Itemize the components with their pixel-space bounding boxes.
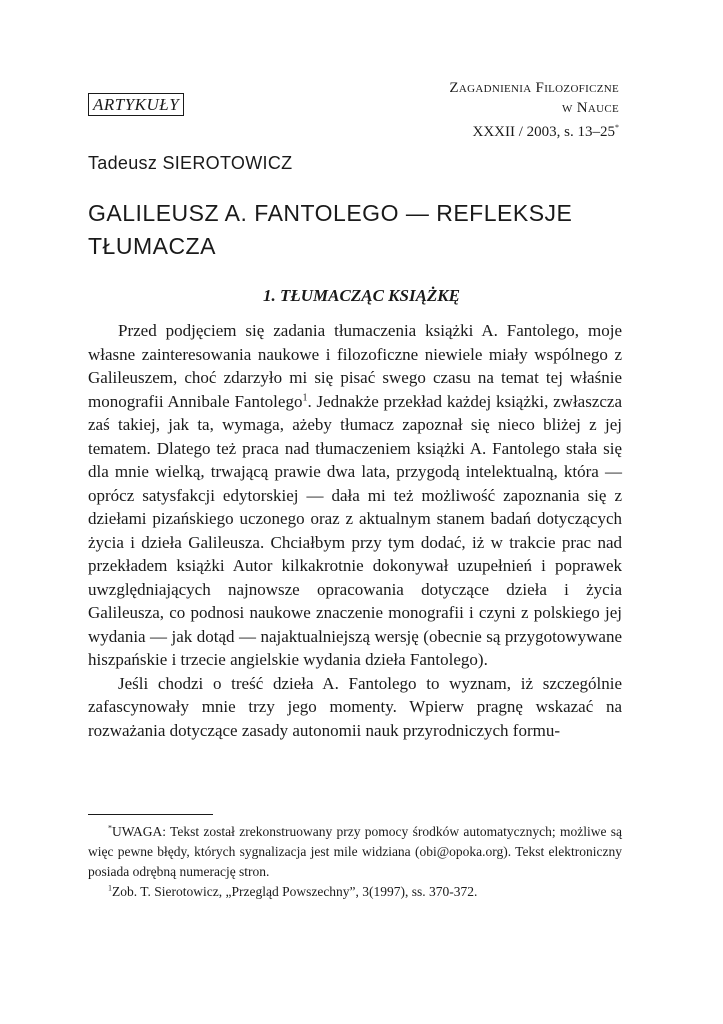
paragraph: Jeśli chodzi o treść dzieła A. Fantolego to wyznam, iż szczególnie zafascynowały mnie trzy jego momenty. Wpierw pragnę wskazać na rozważania dotyczące zasady autonomii nauk przyrodniczych formu- (88, 673, 622, 740)
journal-name-cont: w Nauce (561, 100, 619, 116)
footnote-star-text: UWAGA: Tekst został zrekonstruowany przy pomocy środków automatycznych; możliwe są więc pewne błędy, których sygnalizacja jest mile widziana (obi@opoka.org). Tekst elektroniczny posiada odrębną numerację stron. (88, 824, 622, 879)
article-title: GALILEUSZ A. FANTOLEGO — REFLEKSJE TŁUMACZA (88, 200, 573, 259)
section-tag: ARTYKUŁY (88, 93, 184, 116)
journal-name: Zagadnienia Filozoficzne (449, 80, 619, 96)
paragraph-text-cont: . Jednakże przekład każdej książki, zwłaszcza zaś takiej, jak ta, wymaga, ażeby tłumacz zapoznał się nieco bliżej z jej tematem. Dlatego też praca nad tłumaczeniem książki A. Fantolego stała się dla mnie wielką, trwającą prawie dwa lata, przygodą intelektualną, która — oprócz satysfakcji edytorskiej — dała mi też możliwość zapoznania się z dziełami pizańskiego uczonego oraz z aktualnym stanem badań dotyczących życia i dzieła Galileusza. Chciałbym przy tym dodać, iż w trakcie prac nad przekładem książki Autor kilkakrotnie dokonywał uzupełnień i poprawek uwzględniających najnowsze opracowania dotyczące dzieła i życia Galileusza, co podnosi naukowe znaczenie monografii i czyni z polskiego jej wydania — jak dotąd — najaktualniejszą wersję (obecnie są przygotowywane hiszpańskie i trzecie angielskie wydania dzieła Fantolego). (88, 391, 623, 669)
footnotes (88, 822, 622, 902)
article-body (88, 319, 622, 742)
journal-info (449, 78, 619, 142)
paragraph (88, 319, 622, 672)
section-heading: 1. TŁUMACZĄC KSIĄŻKĘ (263, 286, 460, 305)
footnote-star (88, 822, 622, 882)
footnote-1-text: Zob. T. Sierotowicz, „Przegląd Powszechny”, 3(1997), ss. 370-372. (112, 884, 478, 899)
footnote-divider (88, 814, 213, 815)
journal-issue-text: XXXII / 2003, s. 13–25 (472, 124, 615, 140)
author-name: Tadeusz SIEROTOWICZ (88, 153, 293, 173)
footnote-1-mark: 1 (108, 883, 112, 893)
journal-issue (449, 118, 619, 142)
footnote-ref[interactable]: 1 (302, 391, 308, 403)
footnote-1 (88, 882, 622, 902)
journal-issue-mark: * (615, 123, 619, 132)
paragraph-text: Przed podjęciem się zadania tłumaczenia książki A. Fantolego, moje własne zainteresowania naukowe i filozoficzne niewiele miały wspólnego z Galileuszem, choć zdarzyło mi się pisać swego czasu na temat tej właśnie monografii Annibale Fantolego (88, 321, 622, 411)
footnote-star-mark: * (108, 823, 112, 833)
